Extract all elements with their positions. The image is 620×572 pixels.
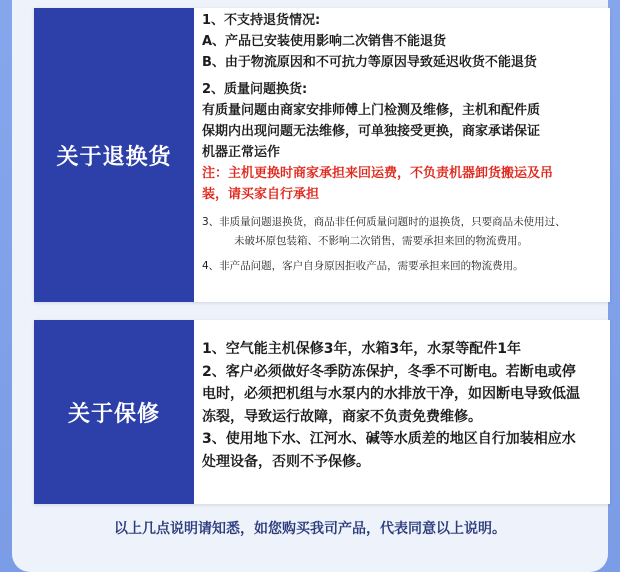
warranty-text — [202, 338, 604, 473]
warranty-line: 处理设备，否则不予保修。 — [202, 453, 370, 470]
return-warning-line: 装，请买家自行承担 — [202, 187, 320, 202]
warranty-line: 3、使用地下水、江河水、碱等水质差的地区自行加装相应水 — [202, 431, 576, 447]
return-policy-title: 关于退换货 — [56, 144, 172, 170]
content-panel — [12, 0, 608, 572]
warranty-line: 电时，必须把机组与水泵内的水排放干净，如因断电导致低温 — [202, 386, 580, 402]
return-line: A、产品已安装使用影响二次销售不能退货 — [202, 34, 447, 49]
return-line: 1、不支持退货情况: — [202, 13, 321, 28]
return-line: 有质量问题由商家安排师傅上门检测及维修，主机和配件质 — [202, 103, 541, 118]
warranty-title: 关于保修 — [67, 401, 160, 427]
return-policy-sidebar — [34, 8, 194, 302]
return-line: 2、质量问题换货: — [202, 82, 308, 97]
return-line: 机器正常运作 — [202, 145, 281, 160]
warranty-line: 2、客户必须做好冬季防冻保护，冬季不可断电。若断电或停 — [202, 363, 576, 380]
warranty-line: 1、空气能主机保修3年，水箱3年，水泵等配件1年 — [202, 341, 521, 357]
return-policy-text — [202, 10, 604, 276]
return-line: 未破坏原包装箱、不影响二次销售，需要承担来回的物流费用。 — [234, 235, 528, 247]
return-policy-card — [34, 8, 610, 302]
warranty-line: 冻裂，导致运行故障，商家不负责免费维修。 — [202, 408, 482, 425]
warranty-card — [34, 320, 610, 504]
return-line: B、由于物流原因和不可抗力等原因导致延迟收货不能退货 — [202, 55, 537, 70]
return-line: 4、非产品问题，客户自身原因拒收产品，需要承担来回的物流费用。 — [202, 260, 524, 272]
return-line: 保期内出现问题无法维修，可单独接受更换，商家承诺保证 — [202, 124, 541, 139]
return-warning-line: 注：主机更换时商家承担来回运费，不负责机器卸货搬运及吊 — [202, 166, 554, 181]
agreement-footer: 以上几点说明请知悉，如您购买我司产品，代表同意以上说明。 — [114, 521, 506, 537]
warranty-sidebar — [34, 320, 194, 504]
return-line: 3、非质量问题退换货，商品非任何质量问题时的退换货，只要商品未使用过、 — [202, 216, 566, 228]
